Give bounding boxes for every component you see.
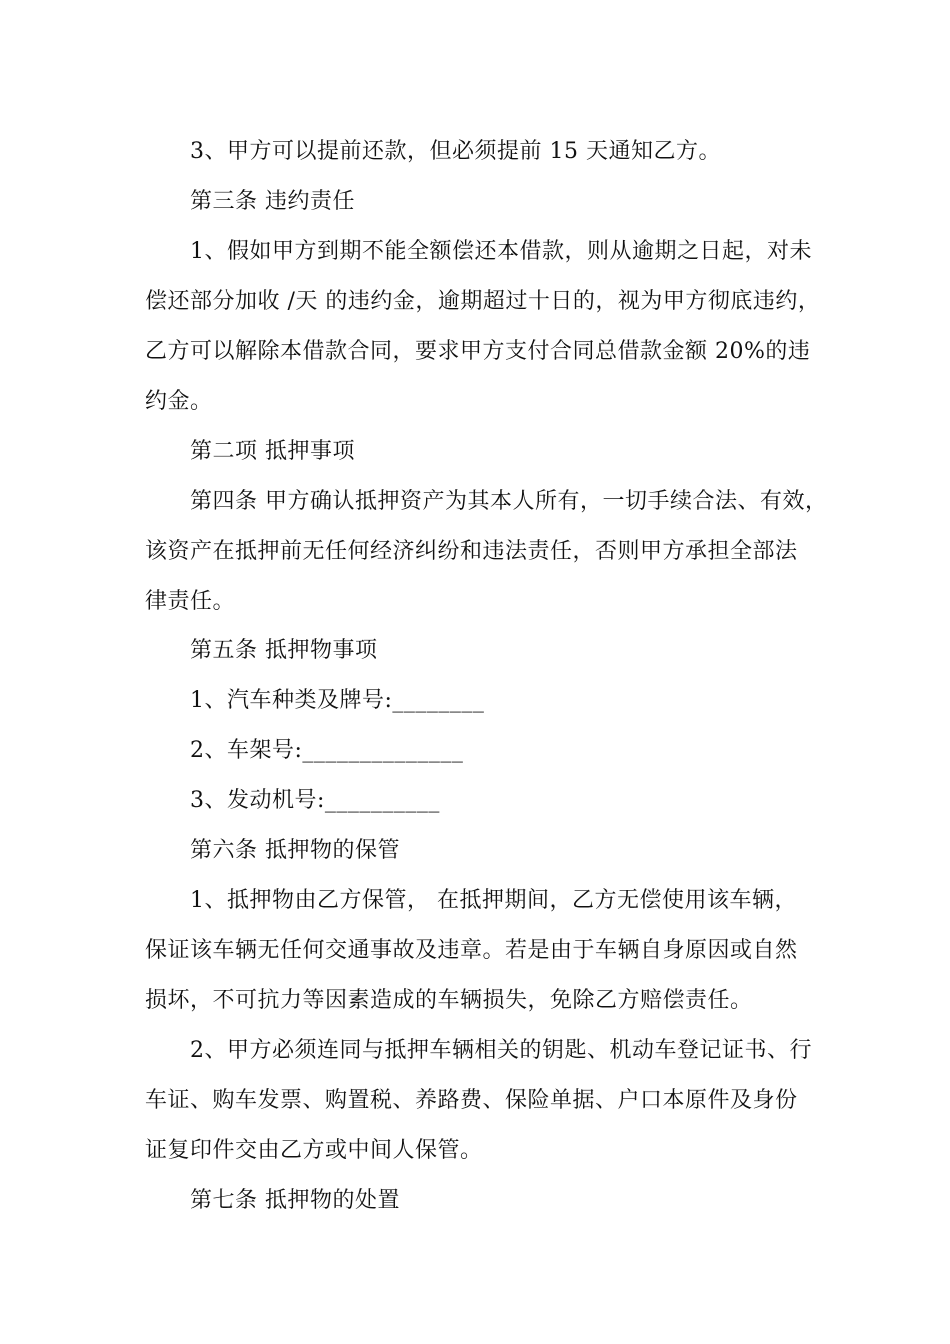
breach-clause-1-line-1: 1、假如甲方到期不能全额偿还本借款，则从逾期之日起，对未 (190, 239, 812, 264)
repayment-clause-3: 3、甲方可以提前还款，但必须提前 15 天通知乙方。 (190, 139, 721, 164)
custody-clause-1-line-1: 1、抵押物由乙方保管， 在抵押期间，乙方无偿使用该车辆， (190, 888, 797, 913)
breach-clause-1-line-4: 约金。 (145, 389, 213, 414)
article-7-heading: 第七条 抵押物的处置 (190, 1188, 400, 1213)
engine-number-field: 3、发动机号:__________ (190, 788, 440, 813)
custody-clause-2-line-2: 车证、购车发票、购置税、养路费、保险单据、户口本原件及身份 (145, 1088, 798, 1113)
custody-clause-1-line-3: 损坏，不可抗力等因素造成的车辆损失，免除乙方赔偿责任。 (145, 988, 753, 1013)
section-2-heading: 第二项 抵押事项 (190, 439, 355, 464)
custody-clause-2-line-1: 2、甲方必须连同与抵押车辆相关的钥匙、机动车登记证书、行 (190, 1038, 812, 1063)
article-6-heading: 第六条 抵押物的保管 (190, 838, 400, 863)
custody-clause-1-line-2: 保证该车辆无任何交通事故及违章。若是由于车辆自身原因或自然 (145, 938, 798, 963)
article-3-heading: 第三条 违约责任 (190, 189, 355, 214)
article-4-line-1: 第四条 甲方确认抵押资产为其本人所有，一切手续合法、有效， (190, 489, 828, 514)
frame-number-field: 2、车架号:______________ (190, 738, 464, 763)
article-4-line-3: 律责任。 (145, 589, 236, 614)
vehicle-type-plate-field: 1、汽车种类及牌号:________ (190, 688, 485, 713)
article-4-line-2: 该资产在抵押前无任何经济纠纷和违法责任，否则甲方承担全部法 (145, 539, 798, 564)
article-5-heading: 第五条 抵押物事项 (190, 638, 378, 663)
breach-clause-1-line-2: 偿还部分加收 /天 的违约金，逾期超过十日的，视为甲方彻底违约， (145, 289, 821, 314)
breach-clause-1-line-3: 乙方可以解除本借款合同，要求甲方支付合同总借款金额 20%的违 (145, 339, 811, 364)
custody-clause-2-line-3: 证复印件交由乙方或中间人保管。 (145, 1138, 483, 1163)
